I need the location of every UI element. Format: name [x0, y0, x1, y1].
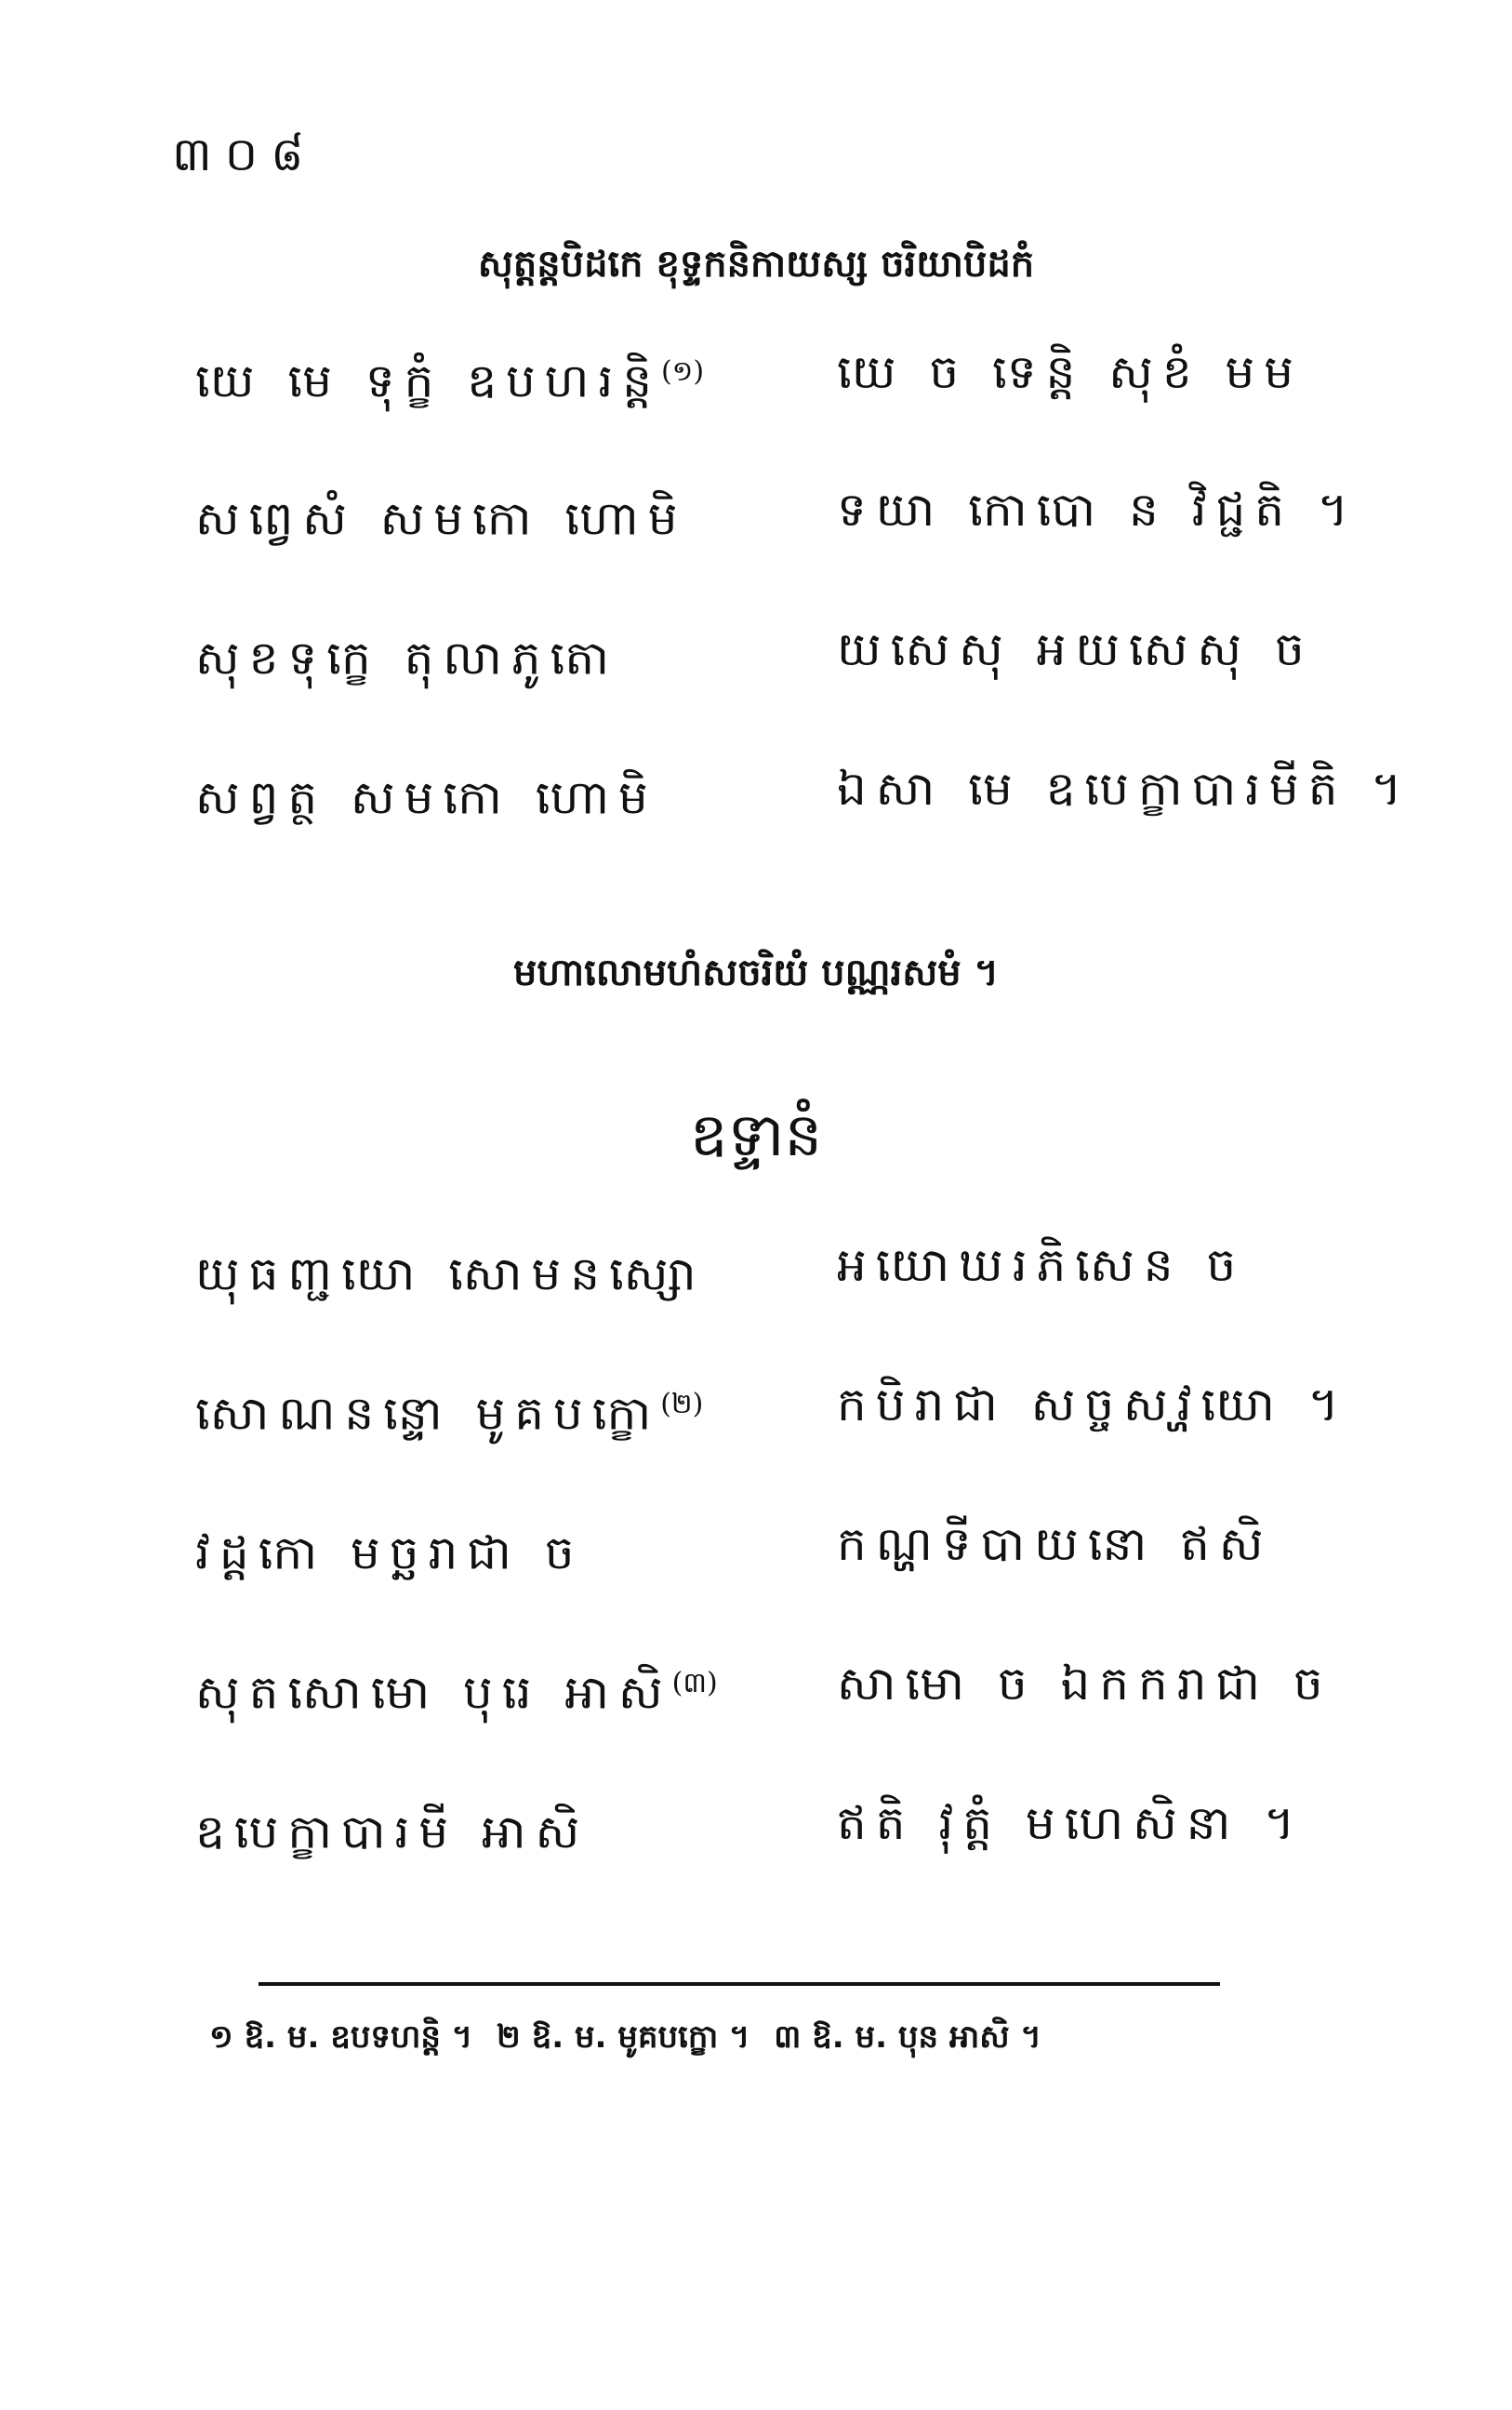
verse-line: [195, 1786, 1413, 1860]
verse-half-a: [195, 752, 828, 835]
verse-half-b: សាមោ ច ឯកករាជា ច: [837, 1657, 1333, 1711]
footnote-divider: [259, 1982, 1220, 1986]
verse-line: [195, 612, 1413, 686]
verse-text: សព្វេសំ សមកោ ហោមិ: [195, 491, 687, 546]
verse-half-b: ទយា កោបោ ន វិជ្ជតិ ។: [837, 483, 1358, 537]
footnote-marker: (១): [660, 355, 705, 388]
verse-line: [195, 1646, 1413, 1721]
footnote-3: ៣ ឱ. ម. បុន អាសិ ។: [774, 2018, 1041, 2056]
page-number: ៣០៨: [172, 127, 317, 181]
verse-half-b: យសេសុ អយសេសុ ច: [837, 622, 1314, 676]
verse-line: [195, 1507, 1413, 1581]
verse-text: យេ មេ ទុក្ខំ ឧបហរន្តិ: [195, 353, 661, 408]
verse-text: សព្វត្ថ សមកោ ហោមិ: [195, 770, 657, 825]
verse-text: សោណនន្ទោ មូគបក្ខោ: [195, 1386, 661, 1441]
verse-text: សុតសោមោ បុរេ អាសិ: [195, 1665, 672, 1720]
verse-text: សុខទុក្ខេ តុលាភូតោ: [195, 631, 619, 686]
verse-half-b: ឥតិ វុត្តំ មហេសិនា ។: [837, 1796, 1305, 1850]
verse-line: [195, 1228, 1413, 1302]
verse-half-a: [195, 1507, 828, 1591]
footnote-marker: (២): [660, 1388, 704, 1420]
footnotes: [209, 2017, 1306, 2063]
running-header: សុត្តន្តបិដកេ ខុទ្ទកនិកាយស្ស ចរិយាបិដកំ: [477, 243, 1035, 286]
footnote-1: ១ ឱ. ម. ឧបទហន្តិ ។: [209, 2018, 473, 2056]
verse-half-a: [195, 1786, 828, 1870]
verse-text: យុធញ្ជយោ សោមនស្សោ: [195, 1246, 706, 1301]
verse-half-a: [195, 1228, 828, 1312]
verse-half-a: [195, 335, 828, 419]
verse-line: [195, 752, 1413, 826]
verse-half-b: ឯសា មេ ឧបេក្ខាបារមីតិ ។: [837, 762, 1412, 816]
verse-half-a: [195, 473, 828, 556]
verse-line: [195, 1367, 1413, 1442]
verse-text: វដ្តកោ មច្ឆរាជា ច: [195, 1525, 584, 1580]
verse-half-b: កណ្ហទីបាយនោ ឥសិ: [837, 1517, 1273, 1571]
verse-half-a: [195, 1367, 828, 1451]
verse-half-b: អយោឃរភិសេន ច: [837, 1238, 1246, 1292]
verse-line: [195, 473, 1413, 547]
footnote-2: ២ ឱ. ម. មូគបក្ខោ ។: [497, 2018, 750, 2056]
verse-half-a: [195, 1646, 828, 1730]
verse-half-b: កបិរាជា សច្ចសវ្ហយោ ។: [837, 1378, 1348, 1431]
closing-line: មហាលោមហំសចរិយំ បណ្ណរសមំ ។: [513, 952, 999, 994]
verse-text: ឧបេក្ខាបារមី អាសិ: [195, 1804, 590, 1859]
verse-half-b: យេ ច ទេន្តិ សុខំ មម: [837, 345, 1303, 399]
section-title: ឧទ្ទានំ: [689, 1101, 823, 1170]
verse-half-a: [195, 612, 828, 696]
verse-line: [195, 335, 1413, 409]
footnote-marker: (៣): [671, 1667, 718, 1699]
